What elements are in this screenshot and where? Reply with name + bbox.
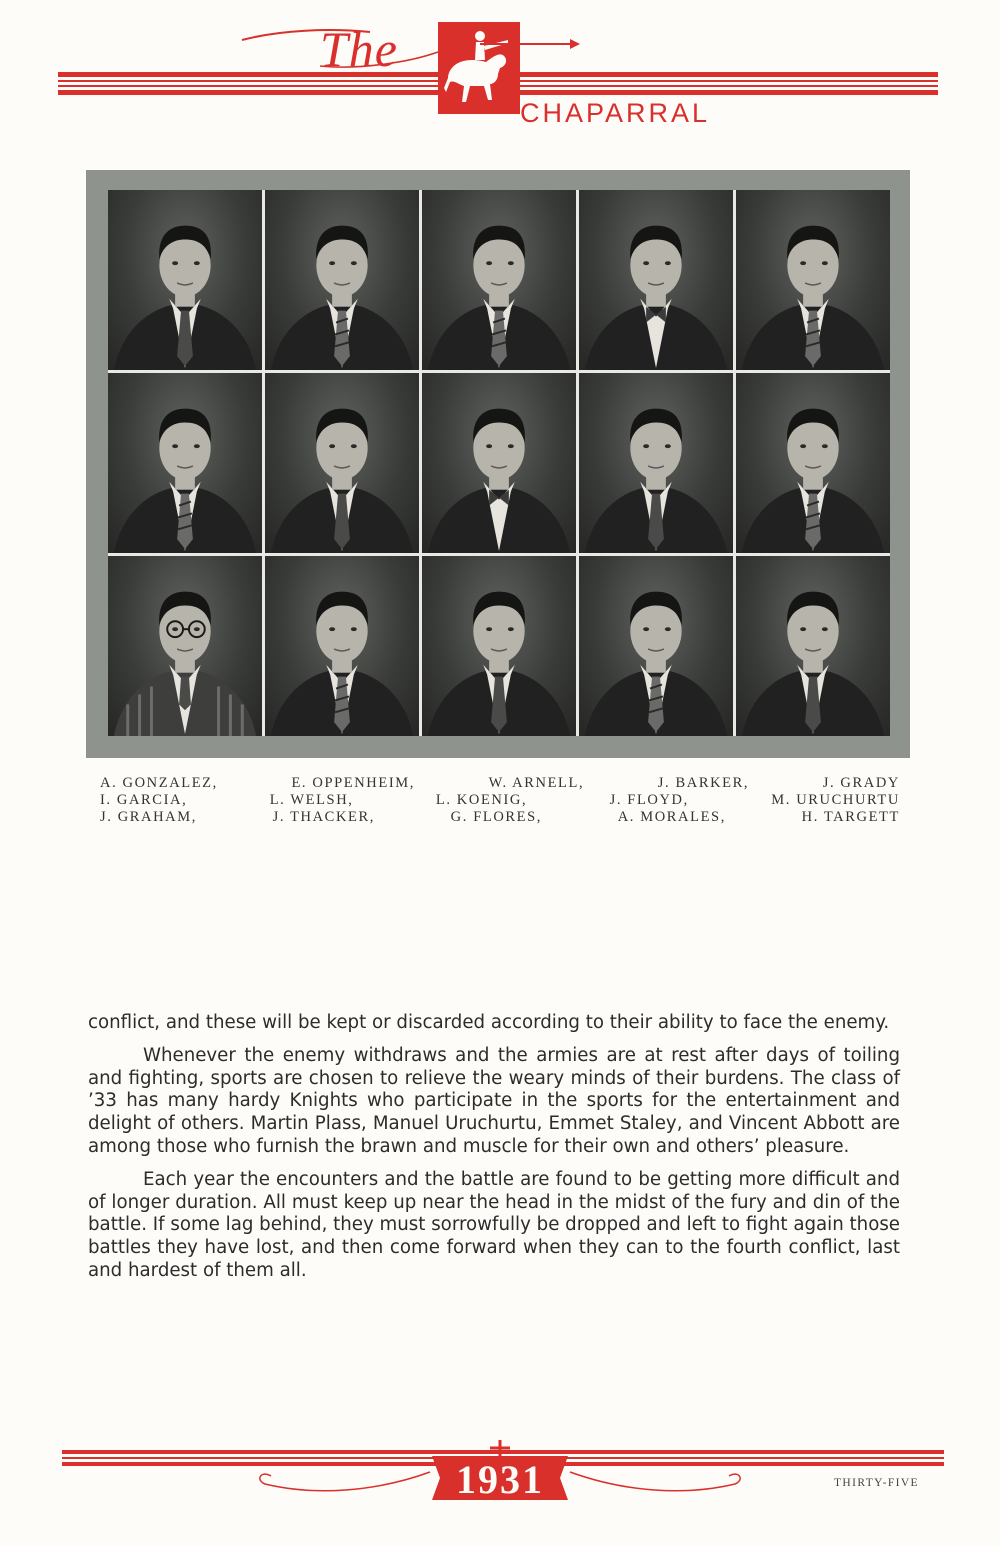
student-portrait [736, 373, 890, 553]
caption-name: G. FLORES, [450, 809, 543, 825]
paragraph-3: Each year the encounters and the battle are found to be getting more difficult and of longer duration. All must keep up near the head in the midst of the fury and din of the battle. If some lag behind, they must sorrowfully be dropped and left to fight again those battles they have lost, and then come forward when they can to the fourth conflict, last and hardest of them all. [88, 1168, 900, 1281]
student-portrait [108, 373, 262, 553]
caption-name: H. TARGETT [801, 809, 900, 825]
portrait-photo [108, 556, 262, 736]
masthead-the: The [320, 21, 398, 77]
student-portrait [579, 373, 733, 553]
portrait-photo [736, 556, 890, 736]
portrait-grid [108, 190, 890, 736]
portrait-photo [579, 373, 733, 553]
portrait-photo [108, 373, 262, 553]
student-portrait [265, 190, 419, 370]
caption-name: J. GRAHAM, [100, 809, 197, 825]
portrait-photo [108, 190, 262, 370]
lance-icon [480, 38, 580, 50]
student-portrait [579, 190, 733, 370]
caption-row-3 [100, 809, 900, 826]
portrait-photo [736, 190, 890, 370]
caption-name: L. WELSH, [269, 792, 354, 808]
student-portrait [265, 373, 419, 553]
portrait-photo [422, 556, 576, 736]
student-portrait [108, 190, 262, 370]
paragraph-2: Whenever the enemy withdraws and the armies are at rest after days of toiling and fighting, sports are chosen to relieve the weary minds of their burdens. The class of ’33 has many hardy Knights who participate in the sports for the entertainment and delight of others. Martin Plass, Manuel Uruchurtu, Emmet Staley, and Vincent Abbott are among those who furnish the brawn and muscle for their own and others’ pleasure. [88, 1044, 900, 1157]
portrait-photo [579, 190, 733, 370]
student-portrait [108, 556, 262, 736]
student-portrait [579, 556, 733, 736]
student-portrait [422, 190, 576, 370]
caption-name: I. GARCIA, [100, 792, 188, 808]
paragraph-1: conflict, and these will be kept or discarded according to their ability to face the enemy. [88, 1012, 890, 1033]
caption-name: W. ARNELL, [488, 775, 585, 791]
page-number: THIRTY-FIVE [834, 1477, 919, 1489]
portrait-photo [736, 373, 890, 553]
caption-name: M. URUCHURTU [771, 792, 900, 808]
student-portrait [422, 556, 576, 736]
student-portrait [736, 190, 890, 370]
caption-name: J. BARKER, [657, 775, 750, 791]
year-label: 1931 [456, 1457, 544, 1502]
caption-name: J. FLOYD, [609, 792, 689, 808]
portrait-photo [265, 556, 419, 736]
portrait-captions [100, 775, 900, 826]
caption-row-1 [100, 775, 900, 792]
portrait-photo [422, 190, 576, 370]
caption-name: J. GRADY [822, 775, 900, 791]
caption-name: L. KOENIG, [435, 792, 528, 808]
knight-emblem [438, 22, 520, 114]
portrait-photo [265, 373, 419, 553]
portrait-photo [579, 556, 733, 736]
page-header [0, 0, 1000, 150]
caption-name: J. THACKER, [272, 809, 375, 825]
article-body [88, 1012, 900, 1293]
caption-row-2 [100, 792, 900, 809]
student-portrait [736, 556, 890, 736]
caption-name: E. OPPENHEIM, [291, 775, 415, 791]
portrait-photo [422, 373, 576, 553]
horse-and-rider-icon [438, 22, 520, 114]
caption-name: A. MORALES, [617, 809, 726, 825]
student-portrait [265, 556, 419, 736]
portrait-photo [265, 190, 419, 370]
portrait-panel [86, 170, 910, 758]
student-portrait [422, 373, 576, 553]
masthead-chaparral: CHAPARRAL [520, 98, 711, 128]
caption-name: A. GONZALEZ, [100, 775, 218, 791]
